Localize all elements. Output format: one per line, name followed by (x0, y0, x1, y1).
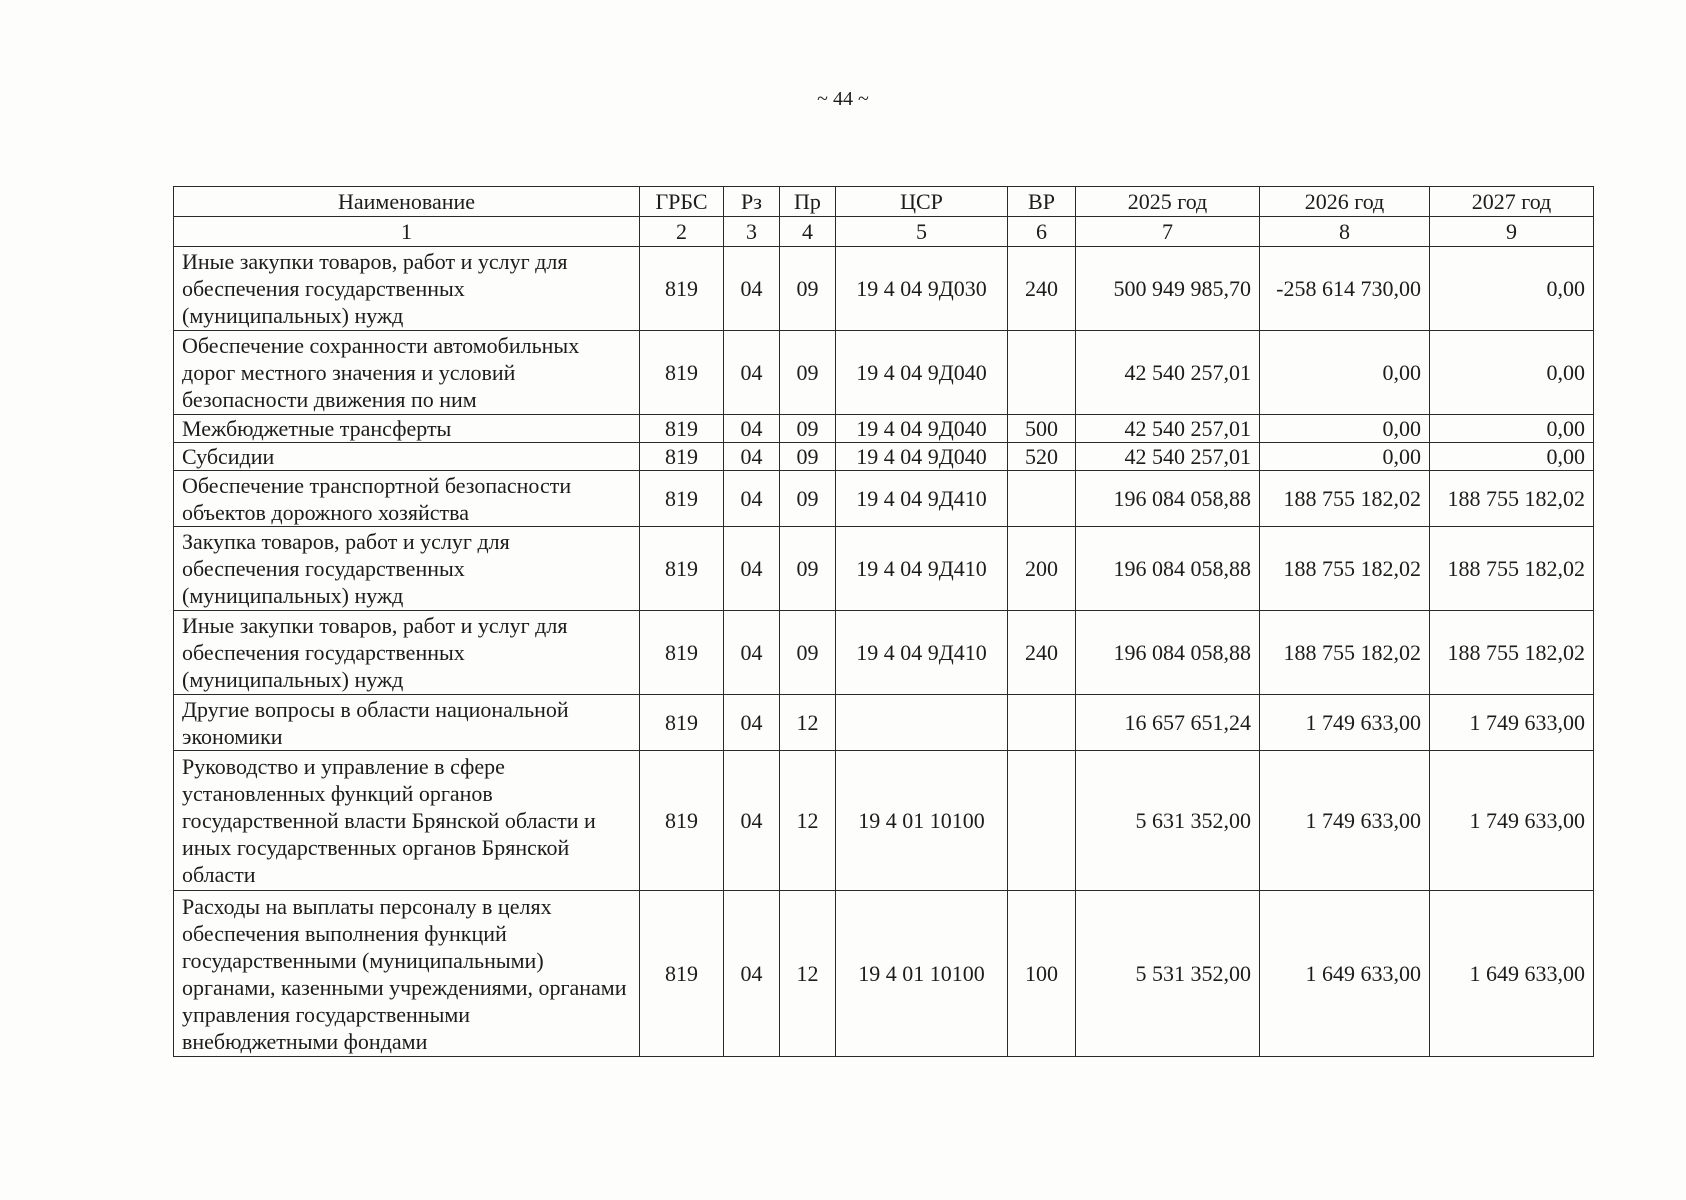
header-cell: 2027 год (1430, 187, 1594, 217)
row-name: Другие вопросы в области национальной экономики (174, 695, 640, 751)
amount-2026-cell: 1 749 633,00 (1260, 695, 1430, 751)
amount-2025-cell: 42 540 257,01 (1076, 443, 1260, 471)
vr-cell (1008, 695, 1076, 751)
row-name: Межбюджетные трансферты (174, 415, 640, 443)
table-row (174, 527, 1594, 611)
pr-cell: 12 (780, 695, 836, 751)
amount-2027-cell: 1 649 633,00 (1430, 891, 1594, 1057)
amount-2027-cell: 0,00 (1430, 415, 1594, 443)
amount-2026-cell: 188 755 182,02 (1260, 611, 1430, 695)
amount-2026-cell: 188 755 182,02 (1260, 471, 1430, 527)
header-cell: ЦСР (836, 187, 1008, 217)
csr-cell: 19 4 04 9Д030 (836, 247, 1008, 331)
csr-cell: 19 4 04 9Д040 (836, 331, 1008, 415)
grbs-cell: 819 (640, 527, 724, 611)
pr-cell: 09 (780, 331, 836, 415)
grbs-cell: 819 (640, 751, 724, 891)
column-number: 1 (174, 217, 640, 247)
vr-cell (1008, 471, 1076, 527)
rz-cell: 04 (724, 527, 780, 611)
header-row (174, 187, 1594, 217)
rz-cell: 04 (724, 471, 780, 527)
vr-cell: 200 (1008, 527, 1076, 611)
amount-2027-cell: 188 755 182,02 (1430, 471, 1594, 527)
pr-cell: 09 (780, 247, 836, 331)
row-name: Закупка товаров, работ и услуг для обеспечения государственных (муниципальных) нужд (174, 527, 640, 611)
grbs-cell: 819 (640, 331, 724, 415)
rz-cell: 04 (724, 443, 780, 471)
grbs-cell: 819 (640, 443, 724, 471)
rz-cell: 04 (724, 891, 780, 1057)
csr-cell: 19 4 04 9Д410 (836, 527, 1008, 611)
amount-2027-cell: 188 755 182,02 (1430, 527, 1594, 611)
rz-cell: 04 (724, 331, 780, 415)
rz-cell: 04 (724, 611, 780, 695)
csr-cell: 19 4 04 9Д410 (836, 611, 1008, 695)
vr-cell (1008, 331, 1076, 415)
column-number: 3 (724, 217, 780, 247)
table-row (174, 415, 1594, 443)
csr-cell (836, 695, 1008, 751)
csr-cell: 19 4 04 9Д040 (836, 443, 1008, 471)
amount-2025-cell: 196 084 058,88 (1076, 471, 1260, 527)
grbs-cell: 819 (640, 891, 724, 1057)
csr-cell: 19 4 04 9Д410 (836, 471, 1008, 527)
header-cell: Наименование (174, 187, 640, 217)
header-cell: Рз (724, 187, 780, 217)
row-name: Руководство и управление в сфере установленных функций органов государственной власти Брянской области и иных государственных органов Брянской области (174, 751, 640, 891)
amount-2026-cell: 1 749 633,00 (1260, 751, 1430, 891)
column-number: 8 (1260, 217, 1430, 247)
amount-2026-cell: 0,00 (1260, 331, 1430, 415)
csr-cell: 19 4 01 10100 (836, 751, 1008, 891)
column-number: 9 (1430, 217, 1594, 247)
table-row (174, 695, 1594, 751)
row-name: Иные закупки товаров, работ и услуг для обеспечения государственных (муниципальных) нужд (174, 247, 640, 331)
pr-cell: 09 (780, 443, 836, 471)
grbs-cell: 819 (640, 695, 724, 751)
page-number: ~ 44 ~ (817, 88, 869, 110)
column-number: 6 (1008, 217, 1076, 247)
amount-2027-cell: 1 749 633,00 (1430, 751, 1594, 891)
vr-cell: 500 (1008, 415, 1076, 443)
amount-2025-cell: 5 631 352,00 (1076, 751, 1260, 891)
column-number-row (174, 217, 1594, 247)
pr-cell: 12 (780, 751, 836, 891)
vr-cell: 100 (1008, 891, 1076, 1057)
vr-cell: 240 (1008, 611, 1076, 695)
pr-cell: 09 (780, 527, 836, 611)
table-row (174, 471, 1594, 527)
csr-cell: 19 4 04 9Д040 (836, 415, 1008, 443)
amount-2025-cell: 42 540 257,01 (1076, 415, 1260, 443)
pr-cell: 09 (780, 415, 836, 443)
header-cell: ГРБС (640, 187, 724, 217)
table-row (174, 751, 1594, 891)
column-number: 7 (1076, 217, 1260, 247)
table-row (174, 443, 1594, 471)
csr-cell: 19 4 01 10100 (836, 891, 1008, 1057)
row-name: Субсидии (174, 443, 640, 471)
pr-cell: 09 (780, 471, 836, 527)
vr-cell (1008, 751, 1076, 891)
column-number: 4 (780, 217, 836, 247)
table-row (174, 611, 1594, 695)
amount-2027-cell: 0,00 (1430, 331, 1594, 415)
grbs-cell: 819 (640, 471, 724, 527)
pr-cell: 12 (780, 891, 836, 1057)
rz-cell: 04 (724, 415, 780, 443)
rz-cell: 04 (724, 695, 780, 751)
amount-2026-cell: 188 755 182,02 (1260, 527, 1430, 611)
amount-2025-cell: 16 657 651,24 (1076, 695, 1260, 751)
amount-2026-cell: 0,00 (1260, 415, 1430, 443)
row-name: Иные закупки товаров, работ и услуг для обеспечения государственных (муниципальных) нужд (174, 611, 640, 695)
row-name: Обеспечение транспортной безопасности объектов дорожного хозяйства (174, 471, 640, 527)
rz-cell: 04 (724, 247, 780, 331)
table-row (174, 331, 1594, 415)
grbs-cell: 819 (640, 415, 724, 443)
amount-2027-cell: 1 749 633,00 (1430, 695, 1594, 751)
grbs-cell: 819 (640, 247, 724, 331)
row-name: Расходы на выплаты персоналу в целях обеспечения выполнения функций государственными (муниципальными) органами, казенными учреждениями, органами управления государственными внебюджетными фондами (174, 891, 640, 1057)
budget-table (173, 186, 1594, 1057)
column-number: 5 (836, 217, 1008, 247)
header-cell: 2026 год (1260, 187, 1430, 217)
rz-cell: 04 (724, 751, 780, 891)
amount-2025-cell: 500 949 985,70 (1076, 247, 1260, 331)
amount-2026-cell: 1 649 633,00 (1260, 891, 1430, 1057)
amount-2025-cell: 5 531 352,00 (1076, 891, 1260, 1057)
pr-cell: 09 (780, 611, 836, 695)
header-cell: ВР (1008, 187, 1076, 217)
amount-2025-cell: 42 540 257,01 (1076, 331, 1260, 415)
vr-cell: 240 (1008, 247, 1076, 331)
amount-2027-cell: 0,00 (1430, 443, 1594, 471)
amount-2027-cell: 0,00 (1430, 247, 1594, 331)
vr-cell: 520 (1008, 443, 1076, 471)
amount-2025-cell: 196 084 058,88 (1076, 611, 1260, 695)
header-cell: 2025 год (1076, 187, 1260, 217)
amount-2025-cell: 196 084 058,88 (1076, 527, 1260, 611)
table-row (174, 247, 1594, 331)
amount-2026-cell: -258 614 730,00 (1260, 247, 1430, 331)
grbs-cell: 819 (640, 611, 724, 695)
column-number: 2 (640, 217, 724, 247)
table-row (174, 891, 1594, 1057)
amount-2026-cell: 0,00 (1260, 443, 1430, 471)
amount-2027-cell: 188 755 182,02 (1430, 611, 1594, 695)
header-cell: Пр (780, 187, 836, 217)
row-name: Обеспечение сохранности автомобильных дорог местного значения и условий безопасности движения по ним (174, 331, 640, 415)
